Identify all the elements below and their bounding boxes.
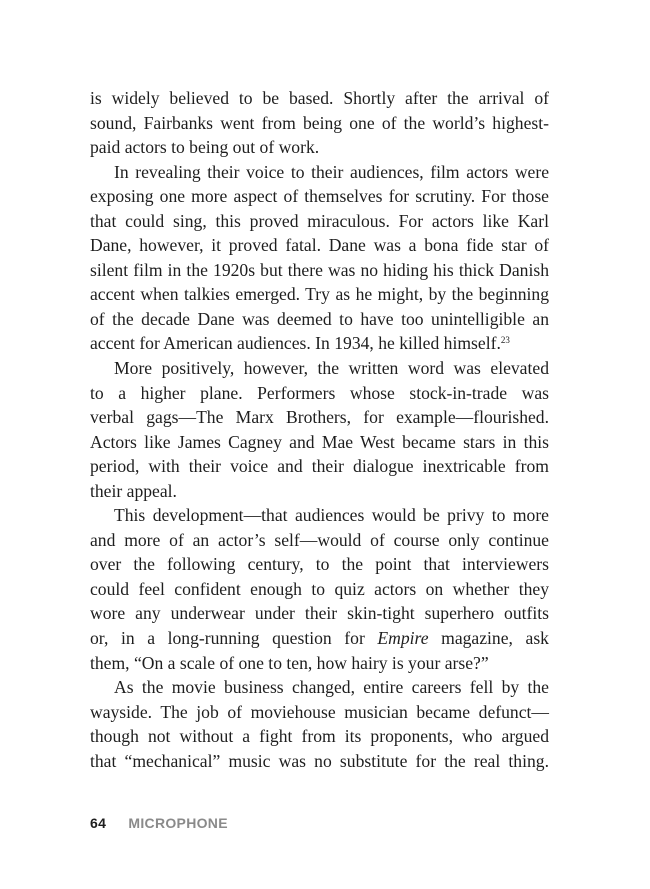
- text-line: [90, 749, 549, 774]
- text-line-content: over the following century, to the point that interviewers: [90, 554, 549, 575]
- running-head: MICROPHONE: [128, 815, 228, 831]
- text-line-content: This development—that audiences would be privy to more: [114, 505, 549, 526]
- text-line-content: verbal gags—The Marx Brothers, for example—flourished.: [90, 407, 549, 428]
- text-line-content: that could sing, this proved miraculous. For actors like Karl: [90, 210, 549, 231]
- text-line: [90, 282, 549, 307]
- text-line: [90, 700, 549, 725]
- text-line-content: and more of an actor’s self—would of course only continue: [90, 529, 549, 550]
- text-line-content: of the decade Dane was deemed to have too unintelligible an: [90, 308, 549, 329]
- text-line-content: paid actors to being out of work.: [90, 137, 320, 158]
- text-line-content: wayside. The job of moviehouse musician became defunct—: [90, 701, 549, 722]
- text-line: [90, 724, 549, 749]
- text-line: [90, 184, 549, 209]
- text-line-content: exposing one more aspect of themselves for scrutiny. For those: [90, 186, 549, 207]
- text-line: [90, 356, 549, 381]
- footnote-marker: 23: [500, 335, 510, 346]
- text-line-content: silent film in the 1920s but there was no hiding his thick Danish: [90, 259, 549, 280]
- text-line: [90, 233, 549, 258]
- text-line: [90, 111, 549, 136]
- text-line: [90, 675, 549, 700]
- text-line-content: In revealing their voice to their audiences, film actors were: [114, 161, 549, 182]
- text-line-content: though not without a fight from its proponents, who argued: [90, 726, 549, 747]
- text-line: [90, 405, 549, 430]
- text-line-segment: magazine, ask: [428, 628, 549, 649]
- text-line: [90, 626, 549, 651]
- text-line-content: Dane, however, it proved fatal. Dane was a bona fide star of: [90, 235, 549, 256]
- text-line: [90, 331, 549, 356]
- text-line: [90, 307, 549, 332]
- text-line: [90, 503, 549, 528]
- text-line: [90, 601, 549, 626]
- body-text: [90, 86, 549, 773]
- text-line-content: that “mechanical” music was no substitute for the real thing.: [90, 750, 549, 771]
- text-line: [90, 258, 549, 283]
- text-line: [90, 552, 549, 577]
- text-line: [90, 577, 549, 602]
- text-line-content: their appeal.: [90, 480, 177, 501]
- text-line-content: accent for American audiences. In 1934, he killed himself.: [90, 333, 501, 354]
- text-line: [90, 160, 549, 185]
- text-line: [90, 86, 549, 111]
- page-number: 64: [90, 815, 107, 831]
- text-line-segment: or, in a long-running question for: [90, 628, 378, 649]
- text-line: [90, 381, 549, 406]
- text-line: [90, 430, 549, 455]
- text-line-content: period, with their voice and their dialogue inextricable from: [90, 456, 549, 477]
- text-line: [90, 528, 549, 553]
- text-line: [90, 479, 549, 504]
- italic-title: Empire: [377, 628, 429, 649]
- text-line-content: could feel confident enough to quiz actors on whether they: [90, 578, 549, 599]
- text-line: [90, 651, 549, 676]
- text-line: [90, 135, 549, 160]
- text-line-content: Actors like James Cagney and Mae West became stars in this: [90, 431, 549, 452]
- text-line-content: is widely believed to be based. Shortly after the arrival of: [90, 88, 549, 108]
- text-line-content: More positively, however, the written word was elevated: [114, 358, 549, 379]
- text-line-content: to a higher plane. Performers whose stock-in-trade was: [90, 382, 549, 403]
- text-line-content: them, “On a scale of one to ten, how hairy is your arse?”: [90, 652, 489, 673]
- page-footer: [90, 815, 228, 831]
- text-line: [90, 454, 549, 479]
- text-line-content: As the movie business changed, entire careers fell by the: [114, 677, 549, 698]
- text-line-content: sound, Fairbanks went from being one of the world’s highest-: [90, 112, 549, 133]
- text-line: [90, 209, 549, 234]
- text-line-content: accent when talkies emerged. Try as he might, by the beginning: [90, 284, 549, 305]
- text-line-content: wore any underwear under their skin-tight superhero outfits: [90, 603, 549, 624]
